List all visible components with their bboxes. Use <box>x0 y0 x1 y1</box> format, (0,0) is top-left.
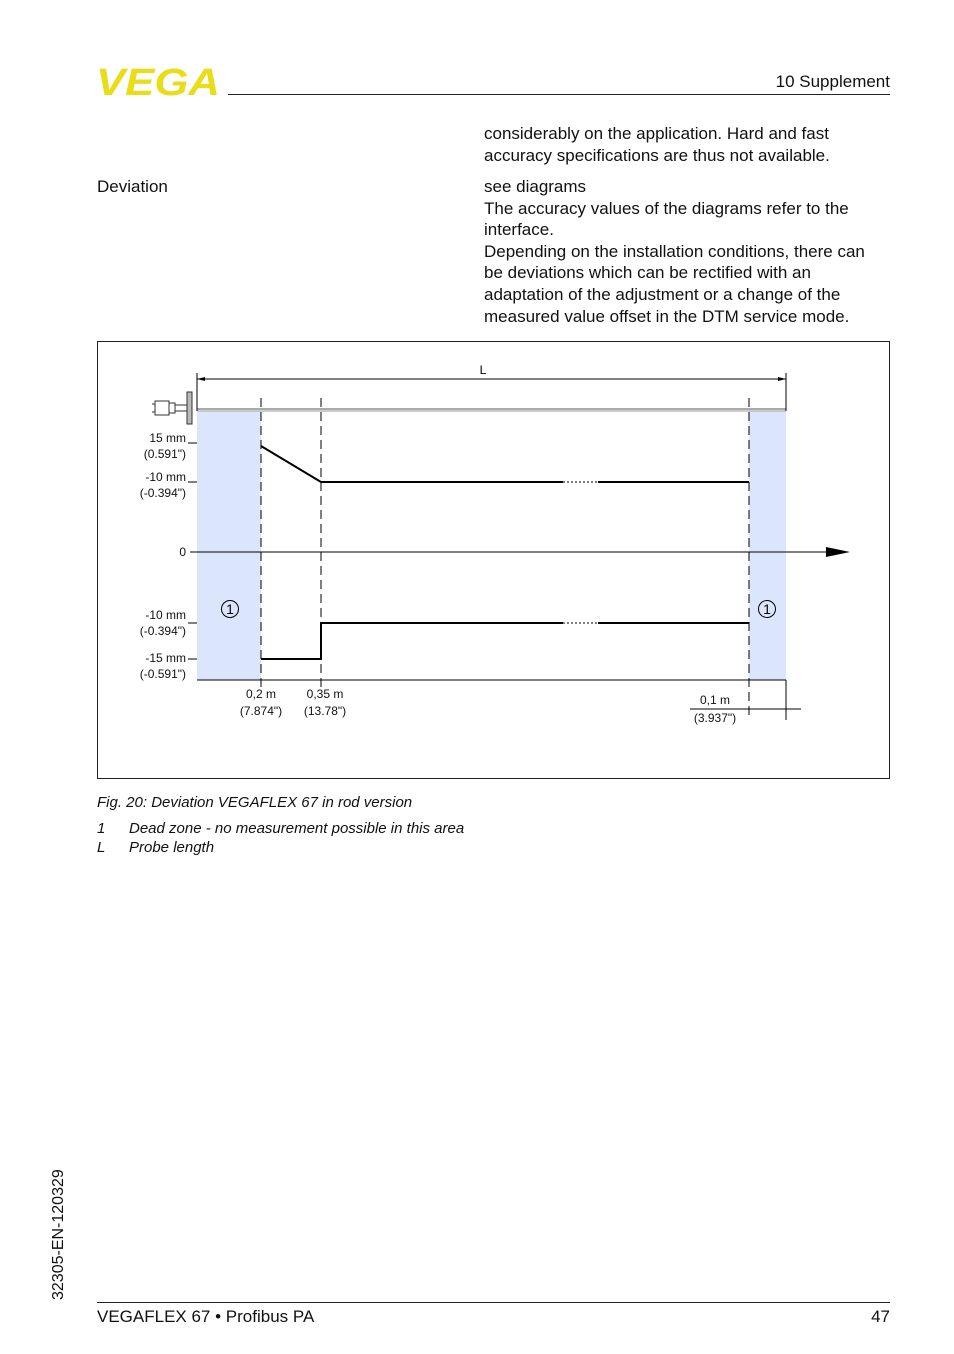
deviation-figure <box>97 341 890 779</box>
legend-key: 1 <box>97 820 106 837</box>
dead-zone-left <box>197 411 261 680</box>
y-label-n10: -10 mm <box>145 608 186 622</box>
deviation-line: measured value offset in the DTM service mode. <box>484 306 850 326</box>
intro-line: considerably on the application. Hard and fast <box>484 124 829 143</box>
x-label-end: 0,1 m <box>699 693 731 707</box>
intro-paragraph <box>484 123 894 166</box>
legend-item <box>97 839 464 858</box>
legend-item <box>97 820 464 839</box>
deviation-line: be deviations which can be rectified with an <box>484 263 811 283</box>
deviation-diagram <box>98 342 889 778</box>
section-title: 10 Supplement <box>775 72 890 91</box>
y-label-zero: 0 <box>179 545 186 559</box>
legend-text: Dead zone - no measurement possible in this area <box>129 820 465 837</box>
length-label: L <box>479 363 487 377</box>
sensor-icon <box>152 392 192 424</box>
legend-text: Probe length <box>129 839 215 856</box>
length-arrow-left <box>197 377 205 381</box>
header-rule <box>228 94 890 95</box>
deviation-label: Deviation <box>97 177 168 196</box>
x-label-end-inch: (3.937") <box>693 711 737 725</box>
deviation-line: Depending on the installation conditions, there can <box>484 241 865 261</box>
deviation-line: The accuracy values of the diagrams refer to the <box>484 198 849 218</box>
x-label-0-35m: 0,35 m <box>306 687 344 701</box>
deviation-line: interface. <box>484 220 554 240</box>
deviation-paragraph <box>484 176 894 327</box>
dead-zone-marker-left-text: 1 <box>226 601 234 617</box>
footer-rule <box>97 1302 890 1303</box>
y-label-n15: -15 mm <box>145 651 186 665</box>
y-label-n15-inch: (-0.591") <box>139 667 186 681</box>
figure-caption: Fig. 20: Deviation VEGAFLEX 67 in rod version <box>97 794 413 811</box>
y-label-n10-inch: (-0.394") <box>139 624 186 638</box>
y-label-p10: -10 mm <box>145 470 186 484</box>
axis-arrow-icon <box>826 547 850 557</box>
upper-deviation-line <box>261 446 563 482</box>
page-number: 47 <box>871 1307 890 1326</box>
deviation-line: see diagrams <box>484 177 587 196</box>
length-arrow-right <box>778 377 786 381</box>
intro-line: accuracy specifications are thus not available. <box>484 145 830 165</box>
legend-key: L <box>97 839 106 856</box>
figure-legend <box>97 820 464 858</box>
document-code: 32305-EN-120329 <box>50 1169 67 1300</box>
y-label-p10-inch: (-0.394") <box>139 486 186 500</box>
deviation-line: adaptation of the adjustment or a change of the <box>484 284 841 304</box>
x-label-0-2m-inch: (7.874") <box>239 704 283 718</box>
x-label-0-2m: 0,2 m <box>245 687 277 701</box>
vega-logo <box>96 64 220 98</box>
x-label-0-35m-inch: (13.78") <box>303 704 347 718</box>
footer-product: VEGAFLEX 67 • Profibus PA <box>97 1307 315 1326</box>
svg-text:VEGA: VEGA <box>96 64 220 98</box>
dead-zone-right <box>749 411 786 680</box>
dead-zone-marker-right-text: 1 <box>763 601 771 617</box>
lower-deviation-line <box>261 623 563 659</box>
y-label-p15: 15 mm <box>149 431 186 445</box>
y-label-p15-inch: (0.591") <box>143 447 186 461</box>
